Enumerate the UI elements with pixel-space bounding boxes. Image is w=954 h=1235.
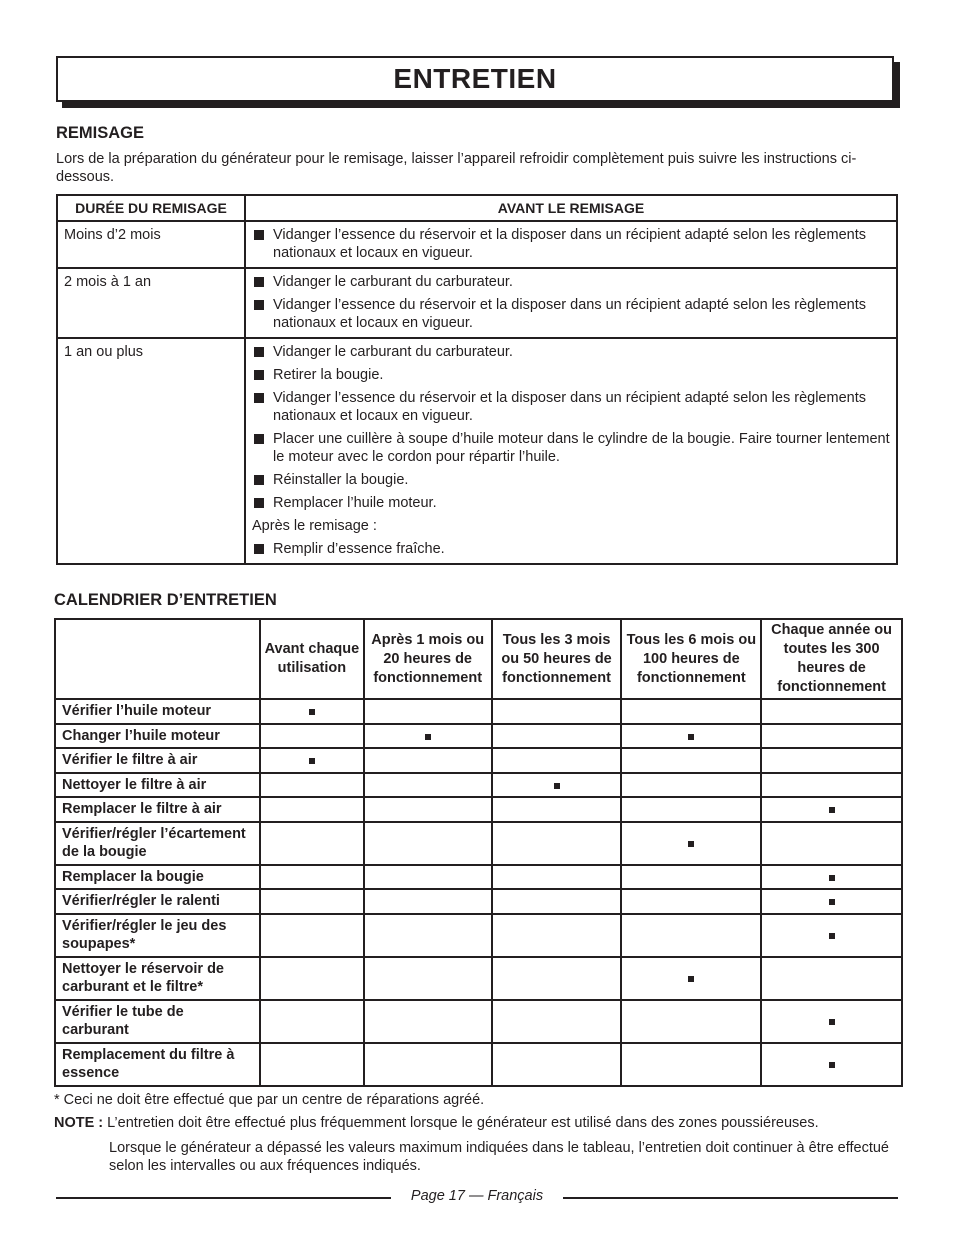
storage-action-text: Vidanger l’essence du réservoir et la disposer dans un récipient adapté selon les règlements nationaux et locaux en vigueur. bbox=[273, 390, 866, 424]
maintenance-schedule-table bbox=[54, 618, 903, 1087]
checkmark-square-icon bbox=[309, 709, 315, 715]
schedule-mark-cell bbox=[364, 773, 492, 798]
schedule-mark-cell bbox=[364, 889, 492, 914]
checkmark-square-icon bbox=[829, 899, 835, 905]
schedule-task: Nettoyer le réservoir de carburant et le filtre* bbox=[55, 957, 260, 1000]
bullet-square-icon bbox=[254, 277, 264, 287]
schedule-mark-cell bbox=[364, 822, 492, 865]
schedule-row bbox=[55, 724, 902, 749]
schedule-mark-cell bbox=[621, 773, 761, 798]
storage-action-item bbox=[252, 296, 890, 332]
storage-actions bbox=[245, 338, 897, 564]
schedule-mark-cell bbox=[492, 914, 622, 957]
schedule-mark-cell bbox=[260, 865, 364, 890]
page-title: ENTRETIEN bbox=[56, 56, 894, 102]
checkmark-square-icon bbox=[554, 783, 560, 789]
schedule-mark-cell bbox=[621, 957, 761, 1000]
storage-action-text: Réinstaller la bougie. bbox=[273, 472, 409, 488]
schedule-mark-cell bbox=[761, 773, 902, 798]
storage-action-subhead: Après le remisage : bbox=[252, 518, 377, 534]
schedule-mark-cell bbox=[260, 797, 364, 822]
schedule-interval-header: Tous les 6 mois ou 100 heures de fonctionnement bbox=[621, 619, 761, 699]
schedule-mark-cell bbox=[621, 748, 761, 773]
storage-action-item bbox=[252, 494, 890, 512]
checkmark-square-icon bbox=[425, 734, 431, 740]
schedule-task: Remplacer le filtre à air bbox=[55, 797, 260, 822]
storage-action-item bbox=[252, 366, 890, 384]
schedule-mark-cell bbox=[621, 865, 761, 890]
schedule-row bbox=[55, 699, 902, 724]
storage-before-header: AVANT LE REMISAGE bbox=[245, 195, 897, 221]
checkmark-square-icon bbox=[829, 807, 835, 813]
schedule-row bbox=[55, 822, 902, 865]
storage-action-text: Retirer la bougie. bbox=[273, 367, 384, 383]
storage-actions bbox=[245, 268, 897, 338]
checkmark-square-icon bbox=[688, 841, 694, 847]
bullet-square-icon bbox=[254, 347, 264, 357]
bullet-square-icon bbox=[254, 230, 264, 240]
bullet-square-icon bbox=[254, 370, 264, 380]
schedule-mark-cell bbox=[364, 914, 492, 957]
checkmark-square-icon bbox=[688, 976, 694, 982]
schedule-mark-cell bbox=[761, 822, 902, 865]
schedule-task: Vérifier l’huile moteur bbox=[55, 699, 260, 724]
schedule-mark-cell bbox=[492, 797, 622, 822]
schedule-task: Nettoyer le filtre à air bbox=[55, 773, 260, 798]
storage-row bbox=[57, 221, 897, 268]
schedule-mark-cell bbox=[761, 865, 902, 890]
storage-duration-header: DURÉE DU REMISAGE bbox=[57, 195, 245, 221]
note-text: L’entretien doit être effectué plus fréquemment lorsque le générateur est utilisé dans des zones poussiéreuses. bbox=[107, 1115, 819, 1131]
schedule-mark-cell bbox=[260, 773, 364, 798]
schedule-mark-cell bbox=[761, 889, 902, 914]
schedule-mark-cell bbox=[761, 724, 902, 749]
schedule-mark-cell bbox=[621, 914, 761, 957]
schedule-mark-cell bbox=[761, 914, 902, 957]
schedule-mark-cell bbox=[761, 699, 902, 724]
schedule-mark-cell bbox=[621, 822, 761, 865]
storage-action-text: Vidanger l’essence du réservoir et la disposer dans un récipient adapté selon les règlements nationaux et locaux en vigueur. bbox=[273, 227, 866, 261]
schedule-row bbox=[55, 773, 902, 798]
note-text-2: Lorsque le générateur a dépassé les valeurs maximum indiquées dans le tableau, l’entretien doit continuer à être effectué selon les intervalles ou aux fréquences indiqués. bbox=[109, 1140, 889, 1174]
schedule-mark-cell bbox=[761, 1043, 902, 1086]
schedule-mark-cell bbox=[621, 1000, 761, 1043]
storage-action-text: Vidanger le carburant du carburateur. bbox=[273, 274, 513, 290]
schedule-mark-cell bbox=[260, 957, 364, 1000]
page-number: Page 17 — Français bbox=[401, 1188, 553, 1204]
storage-actions bbox=[245, 221, 897, 268]
footnote: * Ceci ne doit être effectué que par un centre de réparations agréé. bbox=[54, 1092, 485, 1108]
schedule-mark-cell bbox=[260, 699, 364, 724]
checkmark-square-icon bbox=[309, 758, 315, 764]
schedule-mark-cell bbox=[492, 1000, 622, 1043]
schedule-mark-cell bbox=[260, 1043, 364, 1086]
storage-action-item bbox=[252, 430, 890, 466]
schedule-row bbox=[55, 1043, 902, 1086]
schedule-row bbox=[55, 957, 902, 1000]
storage-action-item bbox=[252, 540, 890, 558]
page-footer bbox=[0, 1188, 954, 1204]
storage-action-text: Remplir d’essence fraîche. bbox=[273, 541, 445, 557]
storage-heading: REMISAGE bbox=[56, 124, 145, 142]
storage-action-text: Placer une cuillère à soupe d’huile moteur dans le cylindre de la bougie. Faire tourner lentement le moteur avec le cordon pour répartir l’huile. bbox=[273, 431, 890, 465]
schedule-mark-cell bbox=[260, 822, 364, 865]
schedule-row bbox=[55, 748, 902, 773]
schedule-mark-cell bbox=[260, 914, 364, 957]
schedule-mark-cell bbox=[364, 1043, 492, 1086]
storage-intro: Lors de la préparation du générateur pour le remisage, laisser l’appareil refroidir complètement puis suivre les instructions ci-dessous. bbox=[56, 151, 857, 185]
schedule-task: Vérifier/régler le jeu des soupapes* bbox=[55, 914, 260, 957]
schedule-heading: CALENDRIER D’ENTRETIEN bbox=[54, 591, 277, 609]
schedule-mark-cell bbox=[492, 957, 622, 1000]
storage-row bbox=[57, 338, 897, 564]
bullet-square-icon bbox=[254, 393, 264, 403]
bullet-square-icon bbox=[254, 544, 264, 554]
schedule-mark-cell bbox=[761, 797, 902, 822]
schedule-mark-cell bbox=[492, 699, 622, 724]
schedule-mark-cell bbox=[621, 1043, 761, 1086]
schedule-mark-cell bbox=[364, 957, 492, 1000]
storage-action-item bbox=[252, 343, 890, 361]
schedule-mark-cell bbox=[761, 1000, 902, 1043]
schedule-mark-cell bbox=[364, 865, 492, 890]
schedule-corner-cell bbox=[55, 619, 260, 699]
schedule-interval-header: Tous les 3 mois ou 50 heures de fonctionnement bbox=[492, 619, 622, 699]
checkmark-square-icon bbox=[688, 734, 694, 740]
bullet-square-icon bbox=[254, 498, 264, 508]
schedule-mark-cell bbox=[492, 748, 622, 773]
schedule-task: Vérifier le tube de carburant bbox=[55, 1000, 260, 1043]
storage-duration: Moins d’2 mois bbox=[57, 221, 245, 268]
schedule-mark-cell bbox=[260, 889, 364, 914]
storage-duration: 1 an ou plus bbox=[57, 338, 245, 564]
storage-table bbox=[56, 194, 898, 565]
schedule-task: Vérifier/régler l’écartement de la bougie bbox=[55, 822, 260, 865]
schedule-mark-cell bbox=[364, 724, 492, 749]
checkmark-square-icon bbox=[829, 1019, 835, 1025]
schedule-mark-cell bbox=[260, 748, 364, 773]
schedule-mark-cell bbox=[621, 797, 761, 822]
schedule-interval-header: Chaque année ou toutes les 300 heures de fonctionnement bbox=[761, 619, 902, 699]
schedule-row bbox=[55, 914, 902, 957]
storage-action-text: Vidanger l’essence du réservoir et la disposer dans un récipient adapté selon les règlements nationaux et locaux en vigueur. bbox=[273, 297, 866, 331]
schedule-row bbox=[55, 865, 902, 890]
checkmark-square-icon bbox=[829, 933, 835, 939]
storage-action-item bbox=[252, 471, 890, 489]
schedule-mark-cell bbox=[621, 724, 761, 749]
schedule-task: Changer l’huile moteur bbox=[55, 724, 260, 749]
checkmark-square-icon bbox=[829, 1062, 835, 1068]
bullet-square-icon bbox=[254, 300, 264, 310]
schedule-row bbox=[55, 1000, 902, 1043]
storage-action-item bbox=[252, 389, 890, 425]
schedule-row bbox=[55, 797, 902, 822]
schedule-interval-header: Avant chaque utilisation bbox=[260, 619, 364, 699]
schedule-mark-cell bbox=[364, 748, 492, 773]
schedule-mark-cell bbox=[492, 889, 622, 914]
schedule-mark-cell bbox=[492, 1043, 622, 1086]
storage-action-text: Vidanger le carburant du carburateur. bbox=[273, 344, 513, 360]
schedule-mark-cell bbox=[621, 699, 761, 724]
storage-action-text: Remplacer l’huile moteur. bbox=[273, 495, 437, 511]
schedule-interval-header: Après 1 mois ou 20 heures de fonctionnement bbox=[364, 619, 492, 699]
schedule-mark-cell bbox=[260, 1000, 364, 1043]
note bbox=[54, 1114, 904, 1132]
schedule-task: Vérifier/régler le ralenti bbox=[55, 889, 260, 914]
schedule-mark-cell bbox=[761, 748, 902, 773]
storage-row bbox=[57, 268, 897, 338]
schedule-task: Remplacer la bougie bbox=[55, 865, 260, 890]
schedule-mark-cell bbox=[492, 724, 622, 749]
schedule-task: Remplacement du filtre à essence bbox=[55, 1043, 260, 1086]
storage-duration: 2 mois à 1 an bbox=[57, 268, 245, 338]
schedule-task: Vérifier le filtre à air bbox=[55, 748, 260, 773]
schedule-mark-cell bbox=[492, 822, 622, 865]
schedule-mark-cell bbox=[492, 773, 622, 798]
bullet-square-icon bbox=[254, 434, 264, 444]
schedule-mark-cell bbox=[364, 1000, 492, 1043]
schedule-mark-cell bbox=[621, 889, 761, 914]
schedule-mark-cell bbox=[761, 957, 902, 1000]
note-label: NOTE : bbox=[54, 1115, 104, 1131]
schedule-mark-cell bbox=[364, 699, 492, 724]
schedule-row bbox=[55, 889, 902, 914]
storage-action-item bbox=[252, 273, 890, 291]
schedule-mark-cell bbox=[364, 797, 492, 822]
checkmark-square-icon bbox=[829, 875, 835, 881]
schedule-mark-cell bbox=[492, 865, 622, 890]
schedule-mark-cell bbox=[260, 724, 364, 749]
storage-action-item bbox=[252, 226, 890, 262]
bullet-square-icon bbox=[254, 475, 264, 485]
